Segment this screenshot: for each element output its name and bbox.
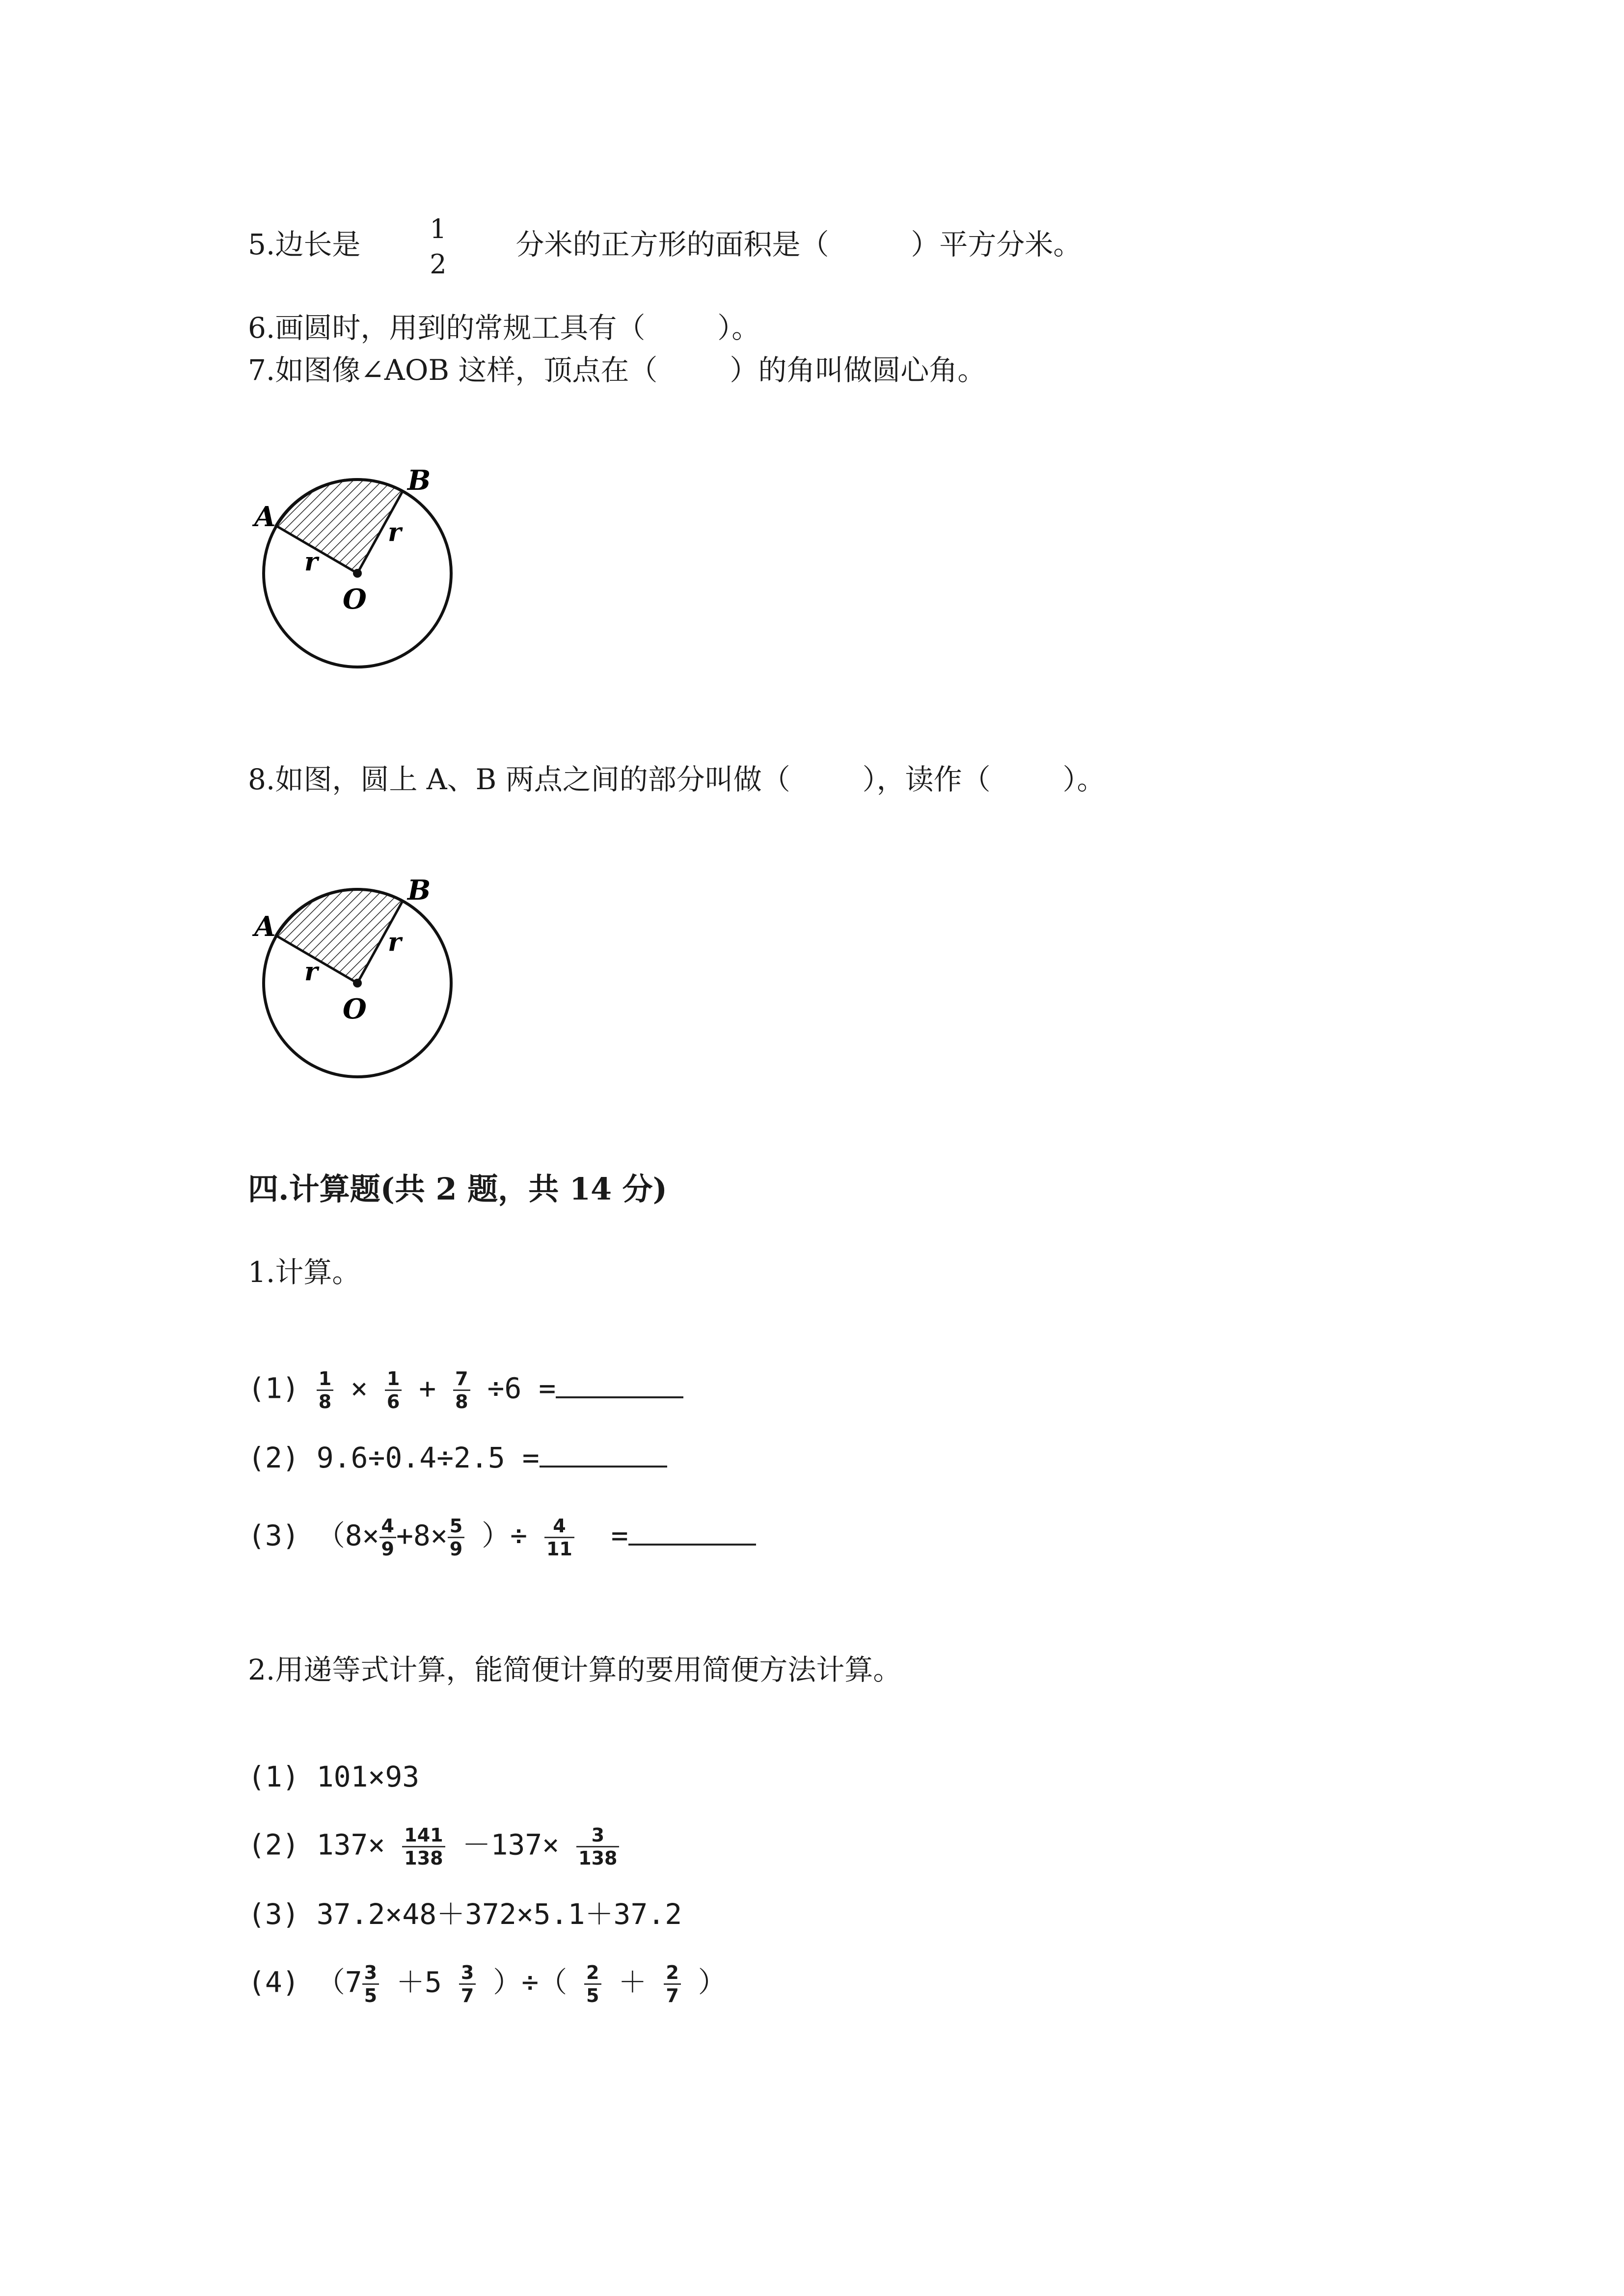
denominator: 138 bbox=[404, 1847, 443, 1869]
expr-eq: = bbox=[611, 1519, 628, 1552]
q5-fraction bbox=[428, 216, 448, 278]
operator: × bbox=[351, 1371, 368, 1405]
q5-text-close: ）平方分米。 bbox=[911, 228, 1082, 262]
expr-plus: ＋5 bbox=[396, 1965, 442, 1999]
q6-text-a: 6.画圆时，用到的常规工具有（ bbox=[248, 311, 646, 345]
numerator: 3 bbox=[459, 1963, 476, 1985]
fraction bbox=[448, 1517, 464, 1558]
numerator: 1 bbox=[317, 1369, 333, 1391]
sector-aob bbox=[276, 889, 403, 983]
fraction bbox=[584, 1963, 601, 2005]
answer-blank[interactable] bbox=[628, 1524, 756, 1546]
numerator: 2 bbox=[664, 1963, 680, 1985]
label-b: B bbox=[407, 464, 431, 497]
label-a: A bbox=[254, 501, 276, 533]
expr-part-a: 137× bbox=[316, 1828, 385, 1862]
center-point bbox=[353, 979, 362, 988]
numerator: 1 bbox=[385, 1369, 402, 1391]
label-o: O bbox=[343, 583, 367, 615]
denominator: 7 bbox=[460, 1985, 474, 2006]
question-6 bbox=[248, 311, 760, 345]
answer-blank[interactable] bbox=[540, 1446, 667, 1468]
label-b: B bbox=[407, 874, 431, 907]
expr-body: 9.6÷0.4÷2.5 = bbox=[316, 1441, 540, 1474]
expr-body: 101×93 bbox=[316, 1760, 420, 1793]
expr-plus: ＋ bbox=[618, 1965, 647, 1999]
q5-text-after: 分米的正方形的面积是（ bbox=[515, 228, 829, 262]
center-point bbox=[353, 569, 362, 578]
expr-label: (2) bbox=[248, 1828, 299, 1862]
fraction bbox=[459, 1963, 476, 2005]
q5-text-before: 5.边长是 bbox=[248, 228, 361, 262]
expr-tail: ÷6 = bbox=[487, 1371, 556, 1405]
q6-text-b: ）。 bbox=[717, 311, 760, 345]
expr-label: (3) bbox=[248, 1897, 299, 1931]
expr-label: (3) bbox=[248, 1519, 299, 1552]
calc-q2-expression-3 bbox=[248, 1897, 682, 1931]
fraction bbox=[317, 1369, 333, 1411]
denominator: 138 bbox=[578, 1847, 618, 1869]
denominator: 9 bbox=[449, 1538, 463, 1560]
numerator: 3 bbox=[576, 1826, 619, 1847]
denominator: 5 bbox=[586, 1985, 599, 2006]
expr-mid: ）÷（ bbox=[493, 1965, 568, 1999]
denominator: 5 bbox=[364, 1985, 378, 2006]
calc-q1-expression-3 bbox=[248, 1517, 756, 1558]
fraction bbox=[453, 1369, 470, 1411]
expr-open: （8× bbox=[316, 1519, 379, 1552]
fraction bbox=[664, 1963, 680, 2005]
operator: + bbox=[419, 1371, 436, 1405]
question-7 bbox=[248, 353, 986, 387]
calc-q2-expression-2 bbox=[248, 1826, 619, 1868]
fraction bbox=[576, 1826, 619, 1868]
q7-text-a: 7.如图像∠AOB 这样，顶点在（ bbox=[248, 353, 658, 387]
expr-part-b: －137× bbox=[462, 1828, 560, 1862]
calc-q1-title: 1.计算。 bbox=[248, 1255, 361, 1289]
numerator: 4 bbox=[544, 1517, 574, 1538]
expr-label: (2) bbox=[248, 1441, 299, 1474]
numerator: 5 bbox=[448, 1517, 464, 1538]
label-o: O bbox=[343, 993, 367, 1025]
calc-q2-title: 2.用递等式计算，能简便计算的要用简便方法计算。 bbox=[248, 1653, 902, 1686]
fraction bbox=[544, 1517, 574, 1558]
question-5 bbox=[248, 216, 1082, 278]
expr-body: 37.2×48＋372×5.1＋37.2 bbox=[316, 1897, 682, 1931]
label-r-left: r bbox=[304, 547, 318, 577]
numerator: 3 bbox=[362, 1963, 379, 1985]
q8-text-a: 8.如图，圆上 A、B 两点之间的部分叫做（ bbox=[248, 763, 790, 796]
fraction bbox=[385, 1369, 402, 1411]
circle-figure-2 bbox=[245, 871, 471, 1082]
q5-fraction-denominator: 2 bbox=[430, 249, 447, 280]
sector-aob bbox=[276, 480, 403, 573]
numerator: 4 bbox=[379, 1517, 396, 1538]
denominator: 7 bbox=[666, 1985, 679, 2006]
expr-close: ）÷ bbox=[482, 1519, 528, 1552]
numerator: 2 bbox=[584, 1963, 601, 1985]
fraction bbox=[402, 1826, 445, 1868]
q7-text-b: ）的角叫做圆心角。 bbox=[730, 353, 986, 387]
label-r-right: r bbox=[388, 517, 402, 547]
calc-q1-expression-2 bbox=[248, 1441, 667, 1475]
answer-blank[interactable] bbox=[556, 1377, 683, 1398]
expr-label: (1) bbox=[248, 1371, 299, 1405]
expr-open: （7 bbox=[316, 1965, 362, 1999]
numerator: 7 bbox=[453, 1369, 470, 1391]
section-4-heading: 四.计算题(共 2 题，共 14 分) bbox=[248, 1171, 668, 1207]
denominator: 11 bbox=[546, 1538, 572, 1560]
expr-close: ） bbox=[698, 1965, 727, 1999]
label-a: A bbox=[254, 910, 276, 943]
expr-label: (1) bbox=[248, 1760, 299, 1793]
q5-fraction-numerator: 1 bbox=[430, 214, 447, 244]
question-8 bbox=[248, 762, 1106, 797]
calc-q2-expression-4 bbox=[248, 1963, 727, 2005]
q8-text-b: ），读作（ bbox=[862, 763, 991, 796]
expr-mid: +8× bbox=[396, 1519, 448, 1552]
label-r-left: r bbox=[304, 957, 318, 987]
denominator: 6 bbox=[386, 1391, 400, 1413]
denominator: 8 bbox=[318, 1391, 332, 1413]
expr-label: (4) bbox=[248, 1965, 299, 1999]
denominator: 9 bbox=[381, 1538, 394, 1560]
fraction bbox=[362, 1963, 379, 2005]
denominator: 8 bbox=[455, 1391, 468, 1413]
circle-figure-1 bbox=[245, 461, 471, 672]
fraction bbox=[379, 1517, 396, 1558]
q8-text-c: ）。 bbox=[1062, 763, 1106, 796]
label-r-right: r bbox=[388, 927, 402, 957]
calc-q2-expression-1 bbox=[248, 1760, 419, 1794]
calc-q1-expression-1 bbox=[248, 1369, 683, 1411]
numerator: 141 bbox=[402, 1826, 445, 1847]
